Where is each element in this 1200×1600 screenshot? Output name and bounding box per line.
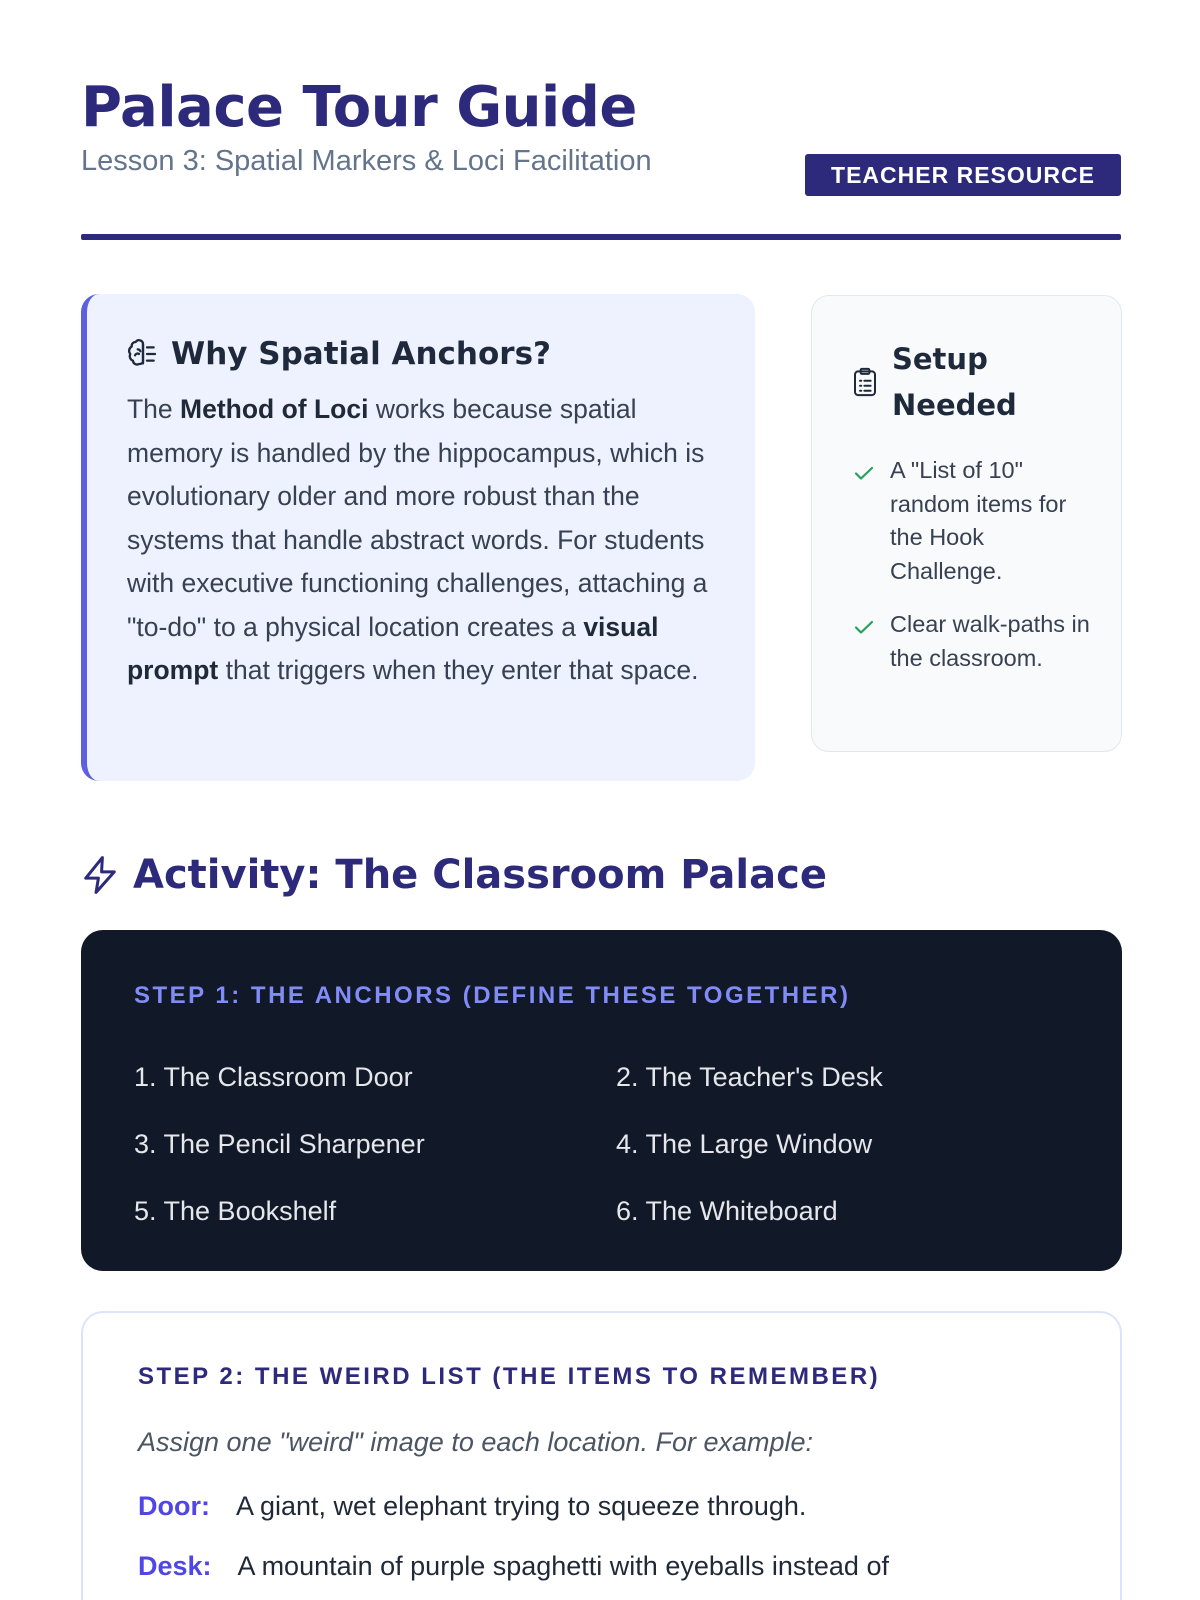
example-location: Desk: — [138, 1551, 212, 1581]
step2-label: STEP 2: THE WEIRD LIST (THE ITEMS TO REMEMBER) — [138, 1363, 881, 1390]
setup-list — [852, 454, 1097, 675]
example-pair — [138, 1486, 1065, 1526]
header-divider — [81, 234, 1121, 240]
why-body-text — [127, 388, 715, 693]
anchor-item: 5. The Bookshelf — [134, 1196, 337, 1226]
step1-label: STEP 1: THE ANCHORS (DEFINE THESE TOGETHER) — [134, 982, 851, 1009]
lightning-icon — [81, 854, 119, 896]
why-text-3: that triggers when they enter that space. — [218, 655, 699, 685]
why-text-2: works because spatial memory is handled by the hippocampus, which is evolutionary older and more robust than the systems that handle abstract words. For students with executive functioning challenges, attaching a "to-do" to a physical location creates a — [127, 394, 708, 642]
example-image: A giant, wet elephant trying to squeeze through. — [235, 1491, 807, 1521]
anchor-item: 6. The Whiteboard — [616, 1196, 838, 1226]
setup-item-text: A "List of 10" random items for the Hook Challenge. — [890, 457, 1067, 584]
activity-heading: Activity: The Classroom Palace — [133, 852, 827, 898]
why-heading-row — [127, 334, 715, 374]
setup-heading-row — [852, 336, 1097, 428]
why-heading: Why Spatial Anchors? — [171, 336, 552, 372]
setup-heading: Setup Needed — [892, 342, 1017, 422]
check-icon — [852, 615, 876, 639]
step1-anchors-card — [81, 930, 1122, 1271]
example-pair — [138, 1546, 1065, 1586]
setup-item — [852, 454, 1097, 588]
step2-intro: Assign one "weird" image to each location. For example: — [138, 1427, 814, 1457]
brain-icon — [127, 338, 159, 370]
anchor-item: 2. The Teacher's Desk — [616, 1062, 883, 1092]
setup-item-text: Clear walk-paths in the classroom. — [890, 611, 1090, 671]
anchor-item: 1. The Classroom Door — [134, 1062, 413, 1092]
anchors-grid — [134, 1044, 1070, 1245]
check-icon — [852, 461, 876, 485]
activity-heading-row — [81, 852, 827, 898]
anchor-item: 3. The Pencil Sharpener — [134, 1129, 425, 1159]
teacher-resource-badge: TEACHER RESOURCE — [805, 154, 1121, 196]
anchor-item: 4. The Large Window — [616, 1129, 873, 1159]
example-image: A mountain of purple spaghetti with eyeballs instead of — [237, 1551, 889, 1581]
why-bold-method-of-loci: Method of Loci — [180, 394, 369, 424]
header — [81, 75, 1121, 188]
step2-weird-list-card — [81, 1311, 1122, 1600]
why-text-1: The — [127, 394, 181, 424]
example-location: Door: — [138, 1491, 210, 1521]
why-spatial-anchors-callout — [81, 294, 755, 781]
setup-needed-card — [811, 295, 1122, 752]
why-bold-visual-prompt: visual prompt — [127, 611, 659, 685]
page-subtitle: Lesson 3: Spatial Markers & Loci Facilitation — [81, 145, 652, 178]
clipboard-icon — [852, 367, 878, 397]
page-title: Palace Tour Guide — [81, 75, 637, 140]
setup-item — [852, 608, 1097, 675]
